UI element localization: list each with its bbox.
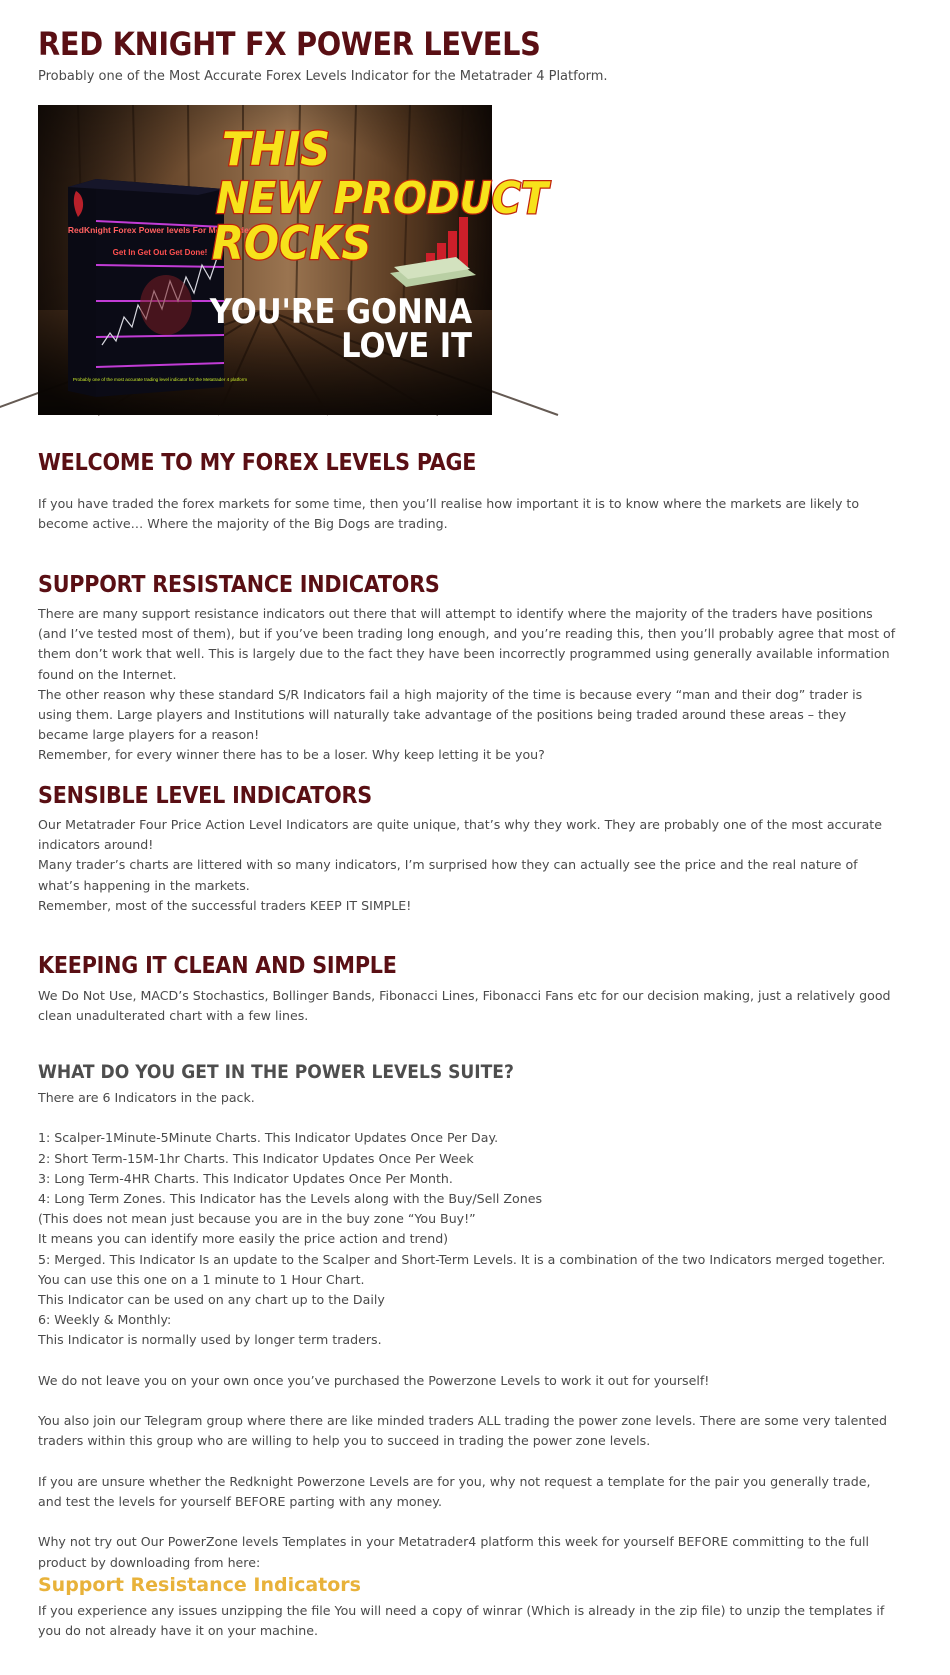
support-paragraph-1: There are many support resistance indicators out there that will attempt to identify where the majority of the traders have positions (and I’ve tested most of them), but if you’ve been trading long enough, and you’re reading this, then you’ll probably agree that most of them don’t work that well. This is largely due to the fact they have been incorrectly programmed using generally available information found on the Internet. [38, 606, 896, 682]
suite-intro: There are 6 Indicators in the pack. [38, 1090, 255, 1105]
suite-line-1: 1: Scalper-1Minute-5Minute Charts. This Indicator Updates Once Per Day. [38, 1130, 499, 1146]
suite-line-3: 3: Long Term-4HR Charts. This Indicator Updates Once Per Month. [38, 1170, 453, 1186]
support-paragraph-2: The other reason why these standard S/R Indicators fail a high majority of the time is because every “man and their dog” trader is using them. Large players and Institutions will naturally take advantage of the positions being traded around these areas – they became large players for a reason! [38, 686, 863, 743]
product-box-title: RedKnight Forex Power levels For Metatrader [67, 225, 253, 235]
suite-line-10: This Indicator is normally used by longer term traders. [38, 1332, 382, 1348]
clean-paragraph: We Do Not Use, MACD’s Stochastics, Bollinger Bands, Fibonacci Lines, Fibonacci Fans etc for our decision making, just a relatively good clean unadulterated chart with a few lines. [38, 988, 891, 1024]
suite-line-6: It means you can identify more easily the price action and trend) [38, 1231, 449, 1247]
sensible-level-body [38, 815, 898, 916]
support-note: We do not leave you on your own once you’ve purchased the Powerzone Levels to work it out for yourself! [38, 1372, 710, 1388]
support-paragraph-3: Remember, for every winner there has to be a loser. Why keep letting it be you? [38, 747, 545, 763]
hero-slogan-line1: YOU'RE GONNA [209, 292, 472, 332]
try-out-paragraph: Why not try out Our PowerZone levels Templates in your Metatrader4 platform this week for yourself BEFORE committing to the full product by downloading from here: [38, 1534, 870, 1570]
suite-line-4: 4: Long Term Zones. This Indicator has the Levels along with the Buy/Sell Zones [38, 1191, 543, 1206]
support-resistance-heading: SUPPORT RESISTANCE INDICATORS [38, 572, 440, 598]
unzip-body [38, 1601, 898, 1641]
welcome-paragraph: If you have traded the forex markets for some time, then you’ll realise how important it is to know where the markets are likely to become active… Where the majority of the Big Dogs are trading. [38, 496, 860, 532]
hero-headline-line3: ROCKS [212, 216, 372, 270]
sensible-level-heading: SENSIBLE LEVEL INDICATORS [38, 783, 372, 809]
clean-simple-body [38, 986, 898, 1026]
sensible-paragraph-2: Many trader’s charts are littered with so many indicators, I’m surprised how they can actually see the price and the real nature of what’s happening in the markets. [38, 857, 858, 893]
hero-headline-line2: NEW PRODUCT [216, 173, 548, 224]
product-box-footer: Probably one of the most accurate trading level indicator for the Metatrader 4 platform [72, 377, 248, 382]
download-link[interactable]: Support Resistance Indicators [38, 1574, 361, 1596]
telegram-paragraph: You also join our Telegram group where there are like minded traders ALL trading the power zone levels. There are some very talented traders within this group who are willing to help you to succeed in trading the power zone levels. [38, 1413, 888, 1449]
suite-line-9: 6: Weekly & Monthly: [38, 1312, 172, 1328]
sensible-paragraph-3: Remember, most of the successful traders KEEP IT SIMPLE! [38, 897, 412, 913]
suite-line-5: (This does not mean just because you are in the buy zone “You Buy!” [38, 1211, 476, 1227]
page-title: RED KNIGHT FX POWER LEVELS [38, 25, 541, 63]
suite-heading: WHAT DO YOU GET IN THE POWER LEVELS SUITE? [38, 1061, 514, 1083]
sensible-paragraph-1: Our Metatrader Four Price Action Level Indicators are quite unique, that’s why they work. They are probably one of the most accurate indicators around! [38, 817, 882, 853]
suite-line-8: This Indicator can be used on any chart up to the Daily [38, 1292, 385, 1308]
hero-slogan-line2: LOVE IT [341, 326, 472, 366]
unzip-note: If you experience any issues unzipping the file You will need a copy of winrar (Which is already in the zip file) to unzip the templates if you do not already have it on your machine. [38, 1603, 885, 1639]
hero-headline-line1: THIS [222, 122, 331, 176]
hero-banner-image [38, 105, 548, 415]
template-offer-paragraph: If you are unsure whether the Redknight Powerzone Levels are for you, why not request a template for the pair you generally trade, and test the levels for yourself BEFORE parting with any money. [38, 1473, 871, 1509]
suite-body [38, 1088, 898, 1573]
suite-line-2: 2: Short Term-15M-1hr Charts. This Indicator Updates Once Per Week [38, 1150, 474, 1166]
welcome-body [38, 494, 898, 534]
product-box-subtitle: Get In Get Out Get Done! [112, 248, 208, 257]
welcome-heading: WELCOME TO MY FOREX LEVELS PAGE [38, 450, 477, 476]
suite-line-7: 5: Merged. This Indicator Is an update to the Scalper and Short-Term Levels. It is a combination of the two Indicators merged together. You can use this one on a 1 minute to 1 Hour Chart. [38, 1251, 886, 1287]
support-resistance-body [38, 604, 898, 766]
clean-simple-heading: KEEPING IT CLEAN AND SIMPLE [38, 953, 397, 979]
page-tagline: Probably one of the Most Accurate Forex Levels Indicator for the Metatrader 4 Platform. [38, 69, 608, 84]
